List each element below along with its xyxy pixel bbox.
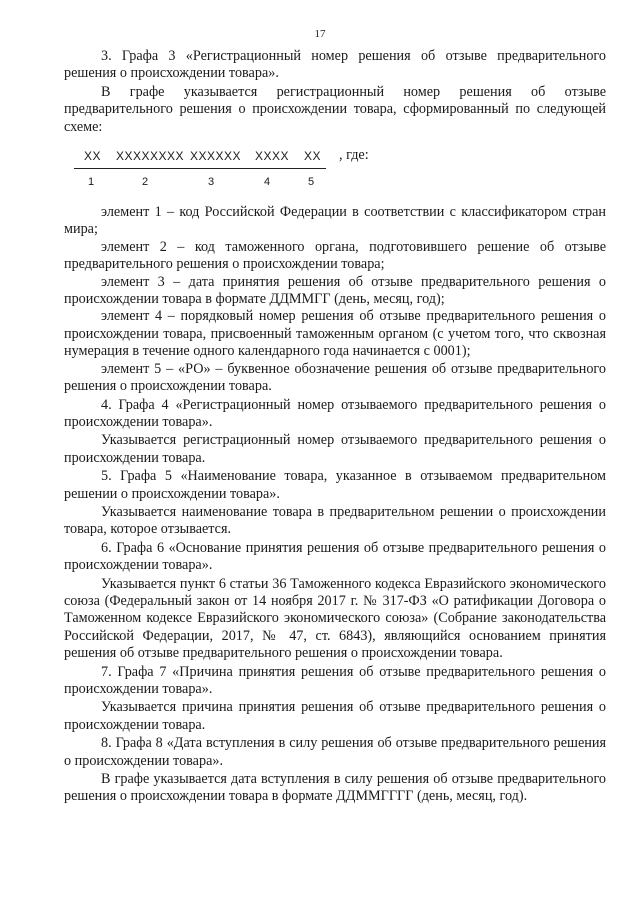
scheme-number-2: 2 — [142, 176, 149, 189]
scheme-number-5: 5 — [308, 176, 315, 189]
scheme-code-5: XX — [304, 149, 322, 164]
element-1-text: элемент 1 – код Российской Федерации в соответствии с классификатором стран мира; — [64, 204, 606, 238]
section-5-text: Указывается наименование товара в предварительном решении о происхождении товара, которое отзывается. — [64, 503, 606, 538]
scheme-underline — [74, 168, 326, 169]
scheme-number-4: 4 — [264, 176, 271, 189]
section-4-heading: 4. Графа 4 «Регистрационный номер отзываемого предварительного решения о происхождении товара». — [64, 396, 606, 430]
scheme-number-1: 1 — [88, 176, 95, 189]
section-7-text: Указывается причина принятия решения об отзыве предварительного решения о происхождении товара. — [64, 699, 606, 733]
section-5-heading: 5. Графа 5 «Наименование товара, указанное в отзываемом предварительном решении о происхождении товара». — [64, 468, 606, 502]
document-body — [64, 48, 606, 806]
section-6-text: Указывается пункт 6 статьи 36 Таможенного кодекса Евразийского экономического союза (Федеральный закон от 14 ноября 2017 г. № 317-ФЗ «О ратификации Договора о Таможенном кодексе Евразийского экономического союза» (Собрание законодательства Российской Федерации, 2017, № 47, ст. 6843), являющийся основанием принятия решения об отзыве предварительного решения о происхождении товара. — [64, 575, 606, 662]
section-8-heading: 8. Графа 8 «Дата вступления в силу решения об отзыве предварительного решения о происхождении товара». — [64, 735, 606, 769]
section-8-text: В графе указывается дата вступления в силу решения об отзыве предварительного решения о происхождении товара в формате ДДММГГГГ (день, месяц, год). — [64, 771, 606, 805]
section-3-text: В графе указывается регистрационный номер решения об отзыве предварительного решения о происхождении товара, сформированный по следующей схеме: — [64, 83, 606, 135]
scheme-code-3: XXXXXX — [190, 149, 242, 164]
scheme-suffix: , где: — [339, 147, 369, 164]
scheme-code-4: XXXX — [255, 149, 290, 164]
section-3-heading: 3. Графа 3 «Регистрационный номер решения об отзыве предварительного решения о происхождении товара». — [64, 48, 606, 82]
section-4-text: Указывается регистрационный номер отзываемого предварительного решения о происхождении товара. — [64, 432, 606, 466]
number-scheme — [64, 148, 606, 196]
element-3-text: элемент 3 – дата принятия решения об отзыве предварительного решения о происхождении товара в формате ДДММГГ (день, месяц, год); — [64, 273, 606, 308]
element-2-text: элемент 2 – код таможенного органа, подготовившего решение об отзыве предварительного решения о происхождении товара; — [64, 238, 606, 273]
element-5-text: элемент 5 – «РО» – буквенное обозначение решения об отзыве предварительного решения о происхождении товара. — [64, 360, 606, 395]
section-7-heading: 7. Графа 7 «Причина принятия решения об отзыве предварительного решения о происхождении товара». — [64, 663, 606, 697]
section-6-heading: 6. Графа 6 «Основание принятия решения об отзыве предварительного решения о происхождении товара». — [64, 539, 606, 574]
element-4-text: элемент 4 – порядковый номер решения об отзыве предварительного решения о происхождении товара, присвоенный таможенным органом (с учетом того, что сквозная нумерация в течение одного календарного года начинается с 0001); — [64, 308, 606, 360]
scheme-number-3: 3 — [208, 176, 215, 189]
scheme-code-2: XXXXXXXX — [116, 149, 185, 164]
page-number: 17 — [314, 28, 326, 40]
scheme-code-1: XX — [84, 149, 102, 164]
